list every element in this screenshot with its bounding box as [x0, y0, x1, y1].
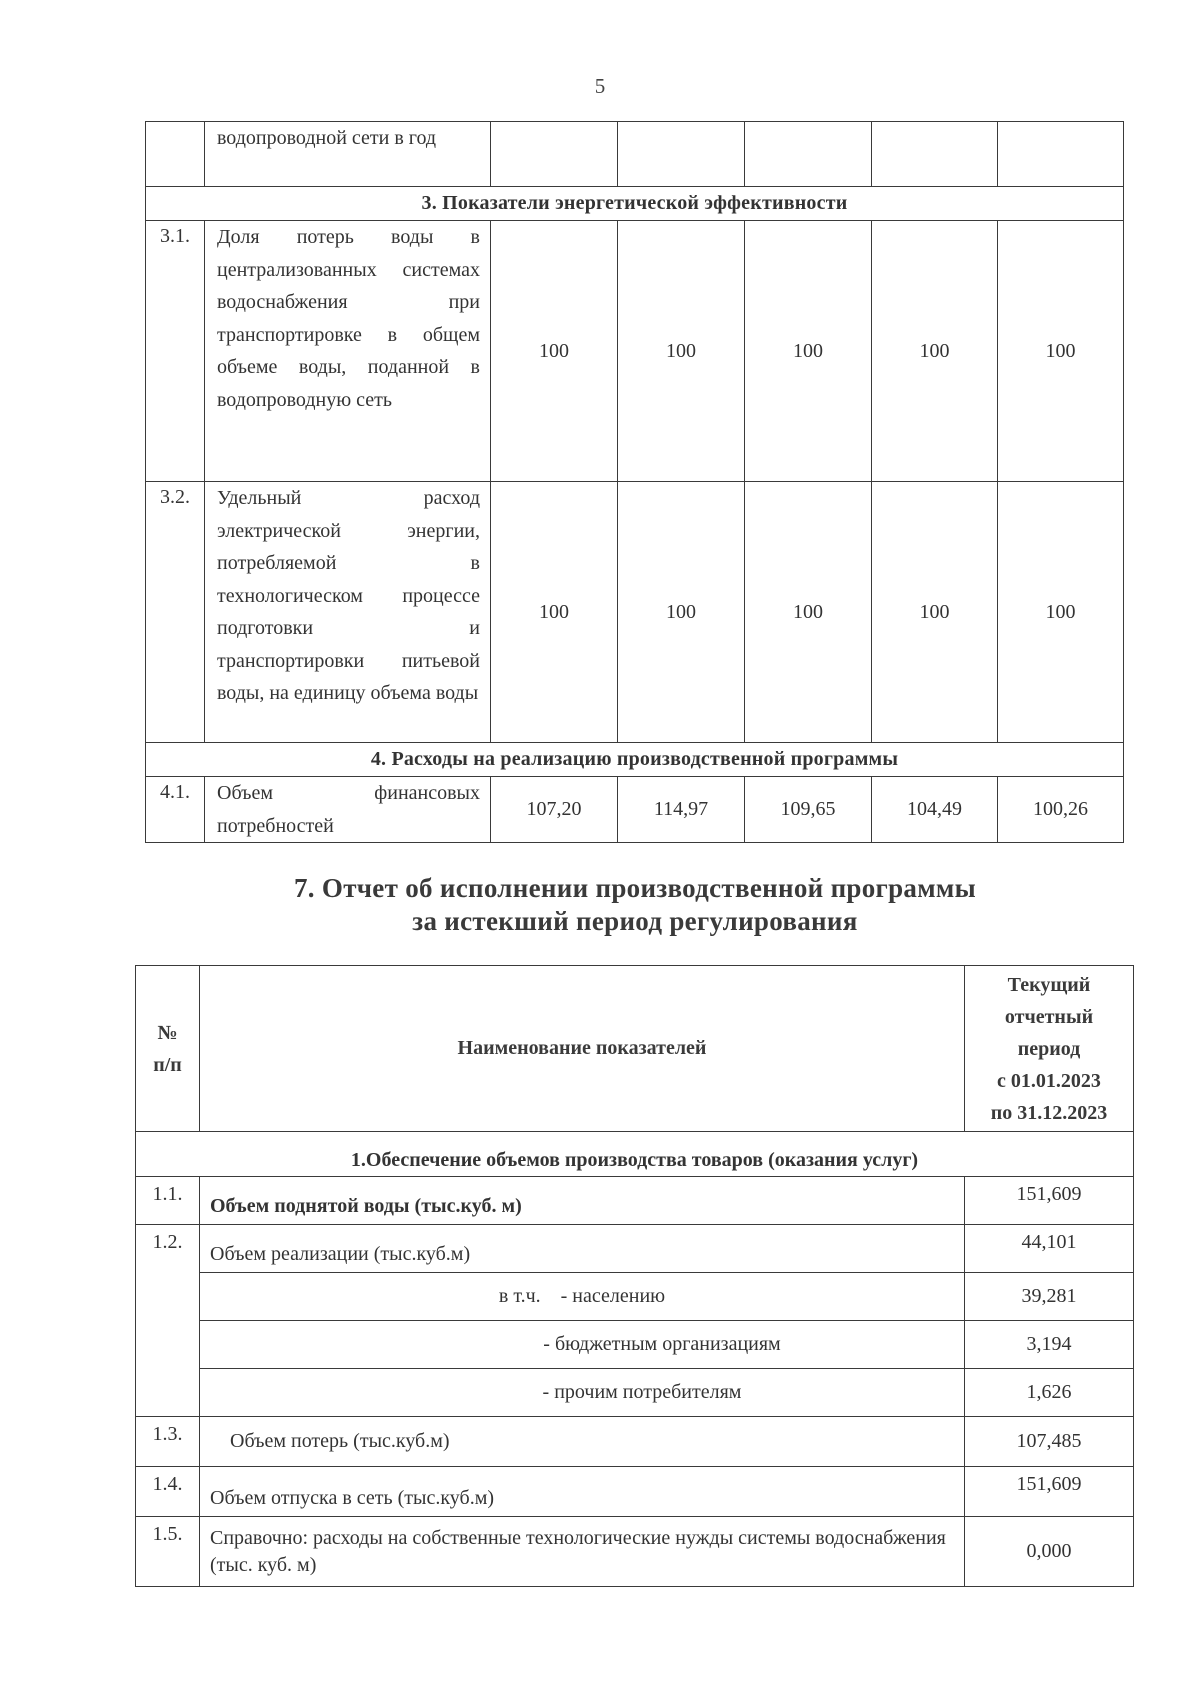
table-row	[136, 1321, 1134, 1369]
table-row	[136, 1273, 1134, 1321]
indicator-name: Удельный расход электрической энергии, потребляемой в технологическом процессе подготовки и транспортировки питьевой воды, на единицу объема воды	[205, 482, 491, 743]
header-name: Наименование показателей	[200, 966, 965, 1132]
table-row	[146, 122, 1124, 187]
report-title-line: 7. Отчет об исполнении производственной программы	[294, 873, 976, 903]
indicator-value: 100	[618, 221, 745, 482]
indicator-name: - бюджетным организациям	[200, 1321, 965, 1369]
indicator-name: Объем финансовых потребностей	[205, 777, 491, 843]
row-number: 4.1.	[146, 777, 205, 843]
table-row	[136, 1225, 1134, 1273]
indicator-value: 107,485	[965, 1417, 1134, 1467]
indicator-value: 104,49	[872, 777, 998, 843]
indicator-name: водопроводной сети в год	[205, 122, 491, 187]
table-row	[136, 1467, 1134, 1517]
indicator-value: 100	[872, 482, 998, 743]
header-period-line: период	[1017, 1037, 1081, 1060]
section-title: 1.Обеспечение объемов производства товаров (оказания услуг)	[136, 1132, 1134, 1177]
indicator-value	[998, 122, 1124, 187]
header-number-line: п/п	[153, 1053, 182, 1076]
indicator-value	[745, 122, 872, 187]
indicator-value: 44,101	[965, 1225, 1134, 1273]
section-title: 3. Показатели энергетической эффективности	[146, 187, 1124, 221]
indicator-name: Объем реализации (тыс.куб.м)	[200, 1225, 965, 1273]
indicator-value: 100	[491, 482, 618, 743]
indicator-value	[618, 122, 745, 187]
indicator-value: 100	[872, 221, 998, 482]
row-number: 3.1.	[146, 221, 205, 482]
indicator-value: 100	[618, 482, 745, 743]
indicator-value: 3,194	[965, 1321, 1134, 1369]
table-row	[136, 1369, 1134, 1417]
indicator-value: 151,609	[965, 1177, 1134, 1225]
indicator-name: - прочим потребителям	[200, 1369, 965, 1417]
header-row	[136, 966, 1134, 1132]
section-row	[146, 743, 1124, 777]
header-number-line: №	[157, 1021, 178, 1044]
table-row	[146, 777, 1124, 843]
indicator-name: Объем поднятой воды (тыс.куб. м)	[200, 1177, 965, 1225]
section-row	[146, 187, 1124, 221]
header-period-line: с 01.01.2023	[997, 1069, 1101, 1092]
table-row	[146, 221, 1124, 482]
row-number: 1.2.	[136, 1225, 200, 1417]
header-period-line: по 31.12.2023	[990, 1101, 1108, 1124]
indicator-name: Доля потерь воды в централизованных системах водоснабжения при транспортировке в общем объеме воды, поданной в водопроводную сеть	[205, 221, 491, 482]
indicator-value: 107,20	[491, 777, 618, 843]
indicator-value: 100,26	[998, 777, 1124, 843]
indicator-value: 100	[998, 482, 1124, 743]
row-number: 1.4.	[136, 1467, 200, 1517]
indicator-name	[200, 1273, 965, 1321]
report-title-line: за истекший период регулирования	[412, 906, 858, 936]
indicator-value: 100	[745, 482, 872, 743]
report-heading	[0, 872, 1200, 938]
row-number: 1.1.	[136, 1177, 200, 1225]
indicator-name-text: в т.ч. - населению	[498, 1285, 666, 1307]
indicator-value: 109,65	[745, 777, 872, 843]
indicator-value: 151,609	[965, 1467, 1134, 1517]
indicator-value	[872, 122, 998, 187]
header-period	[965, 966, 1134, 1132]
table-row	[146, 482, 1124, 743]
row-number	[146, 122, 205, 187]
row-number: 1.5.	[136, 1517, 200, 1587]
table-row	[136, 1517, 1134, 1587]
row-number: 1.3.	[136, 1417, 200, 1467]
section-row	[136, 1132, 1134, 1177]
page-number: 5	[594, 74, 606, 98]
indicator-value: 100	[745, 221, 872, 482]
indicator-value: 0,000	[965, 1517, 1134, 1587]
indicators-table	[145, 121, 1124, 843]
indicator-value	[491, 122, 618, 187]
indicator-name: Объем потерь (тыс.куб.м)	[200, 1417, 965, 1467]
report-table	[135, 965, 1134, 1587]
table-row	[136, 1177, 1134, 1225]
indicator-value: 100	[998, 221, 1124, 482]
indicator-value: 100	[491, 221, 618, 482]
header-period-line: Текущий	[1007, 973, 1091, 996]
indicator-name: Объем отпуска в сеть (тыс.куб.м)	[200, 1467, 965, 1517]
indicator-value: 114,97	[618, 777, 745, 843]
indicator-value: 39,281	[965, 1273, 1134, 1321]
header-period-line: отчетный	[1004, 1005, 1094, 1028]
row-number: 3.2.	[146, 482, 205, 743]
section-title: 4. Расходы на реализацию производственной программы	[146, 743, 1124, 777]
header-number	[136, 966, 200, 1132]
table-row	[136, 1417, 1134, 1467]
indicator-value: 1,626	[965, 1369, 1134, 1417]
indicator-name: Справочно: расходы на собственные технологические нужды системы водоснабжения (тыс. куб. м)	[200, 1517, 965, 1587]
